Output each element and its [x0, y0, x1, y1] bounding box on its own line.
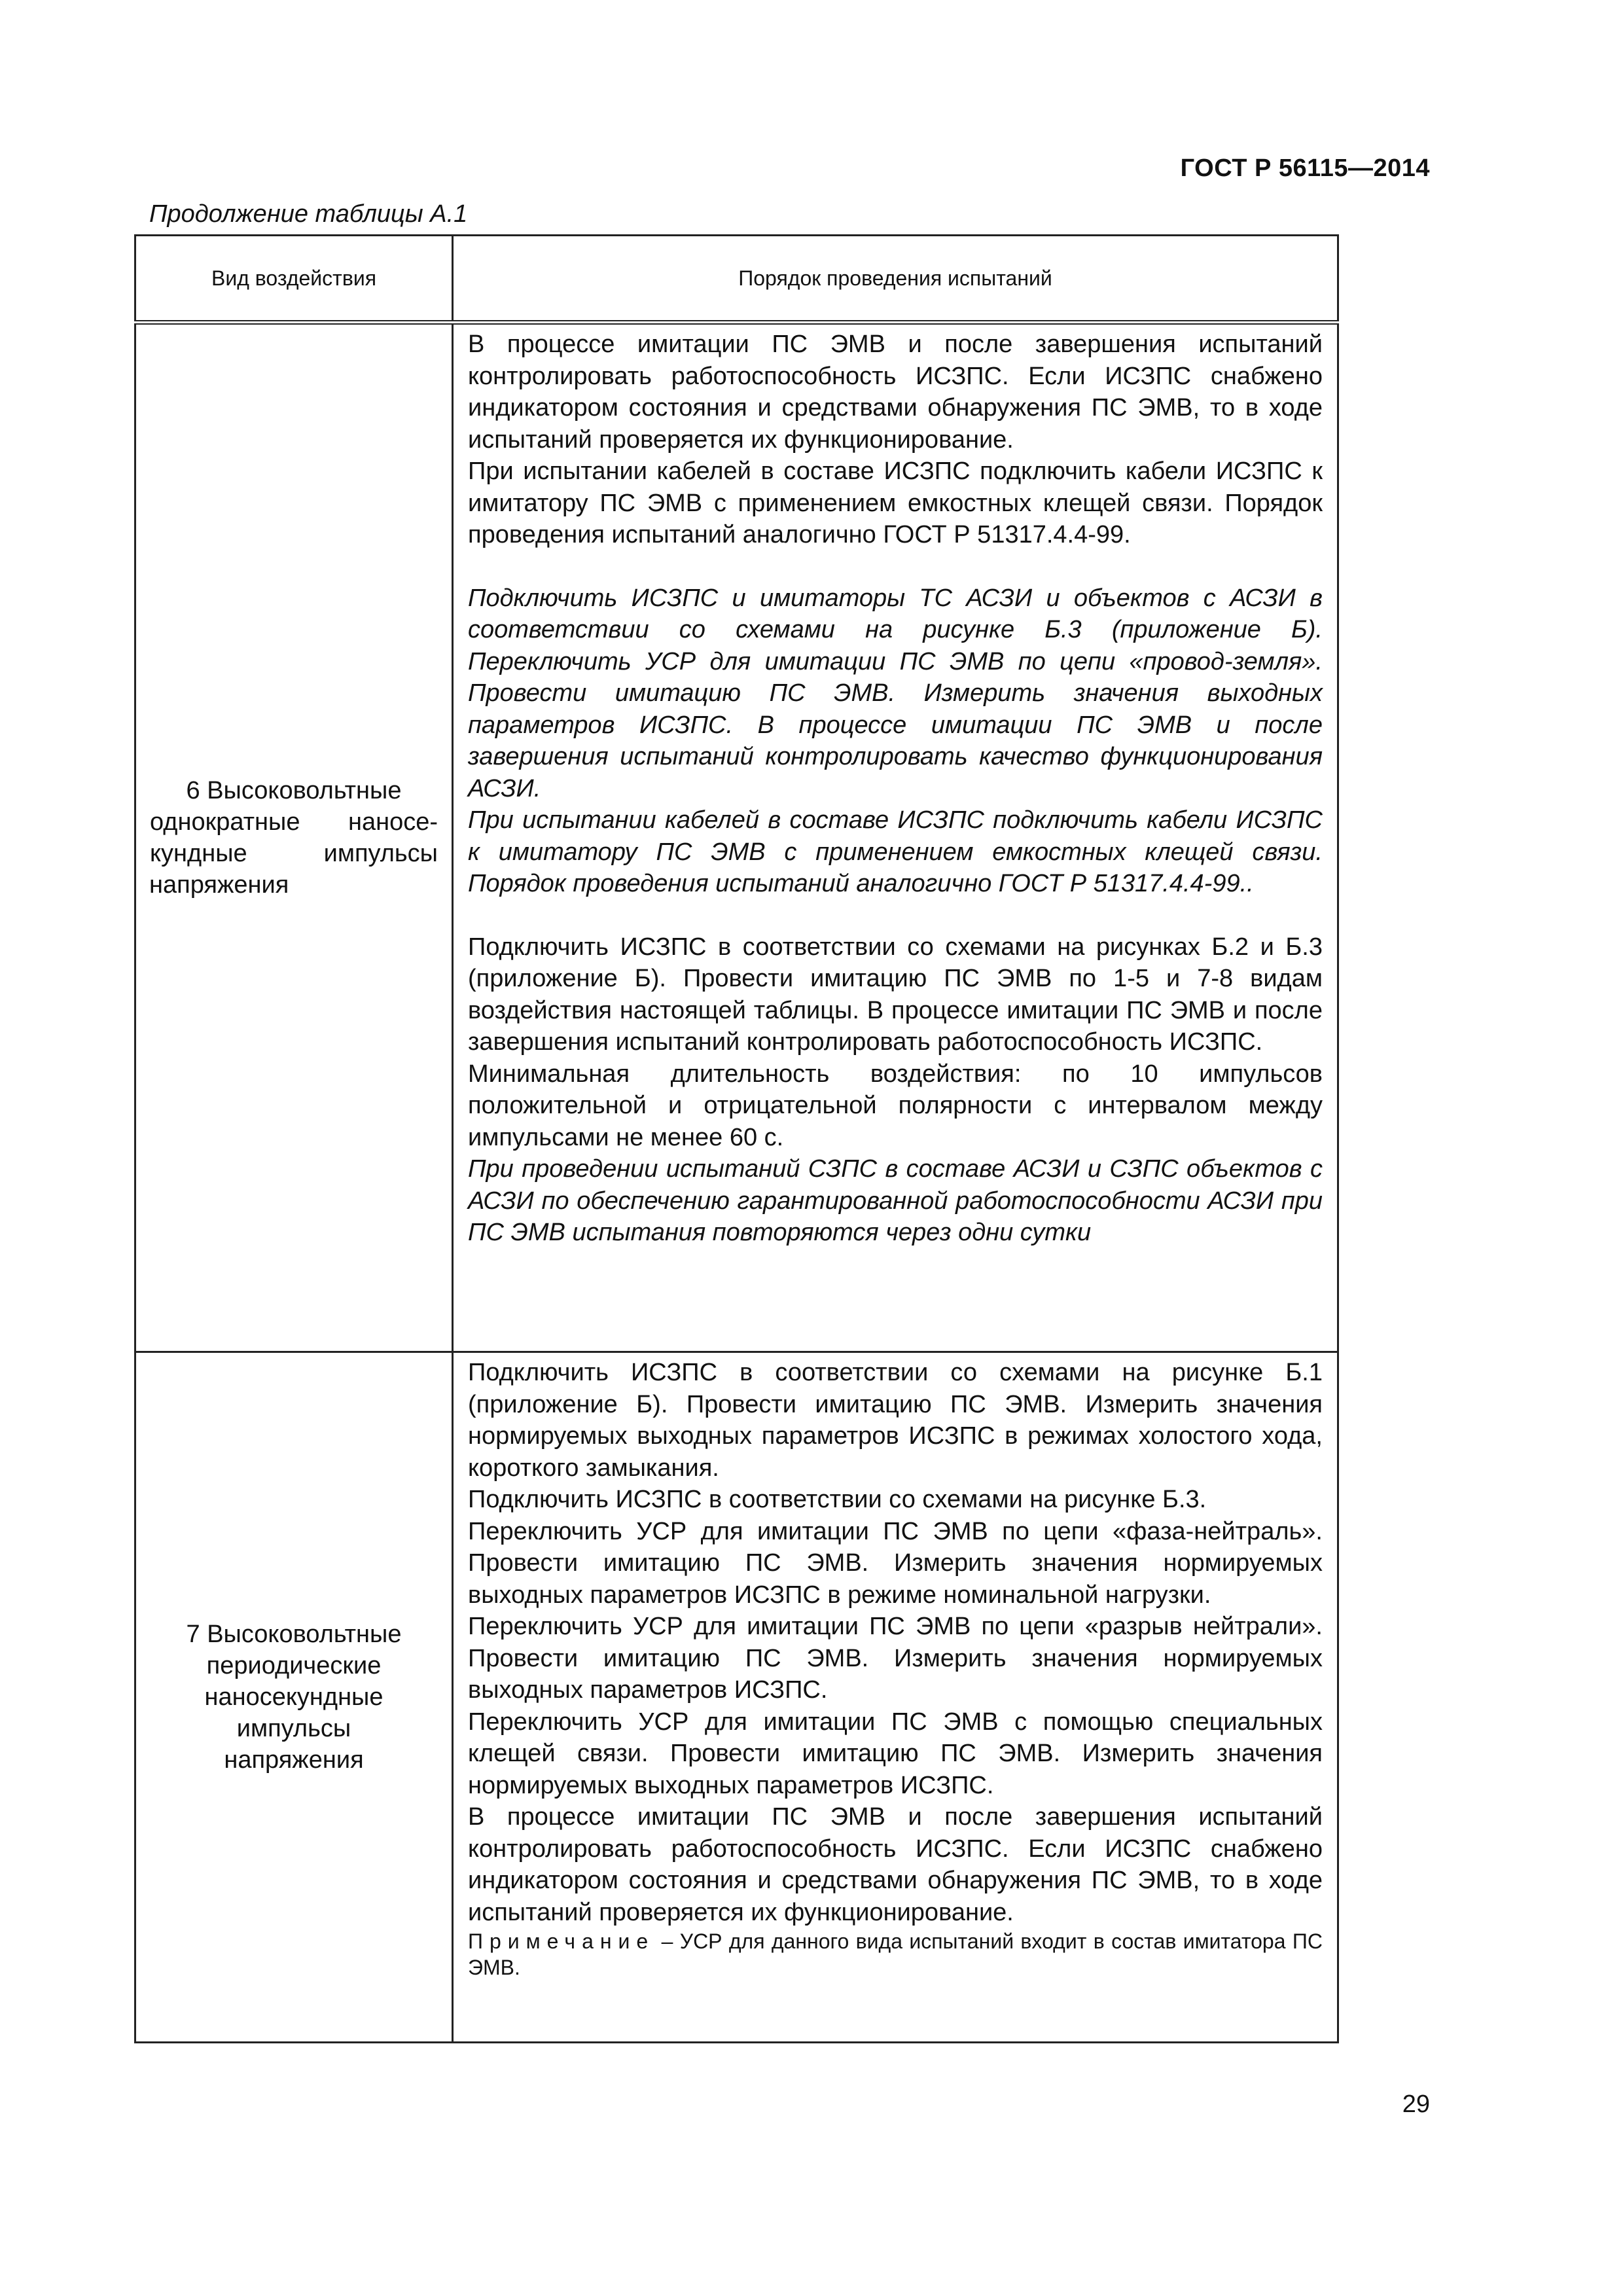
page-number: 29: [1402, 2090, 1430, 2118]
impact-type-line: 6 Высоковольтные: [186, 777, 402, 804]
table-row: [135, 323, 1338, 1352]
impact-type-line: напряжения: [224, 1746, 364, 1774]
impact-type-cell: [135, 323, 453, 1352]
procedure-paragraph: Переключить УСР для имитации ПС ЭМВ с помощью специальных клещей связи. Провести имитацию ПС ЭМВ. Измерить значения нормируемых выходных параметров ИСЗПС.: [468, 1708, 1323, 1799]
table-note: [468, 1928, 1323, 1981]
procedure-paragraph: Подключить ИСЗПС в соответствии со схемами на рисунках Б.2 и Б.3 (приложение Б). Провести имитацию ПС ЭМВ по 1-5 и 7-8 видам воздействия настоящей таблицы. В процессе имитации ПС ЭМВ и после завершения испытаний контролировать работоспособность ИСЗПС.: [468, 933, 1323, 1056]
procedure-paragraph: Минимальная длительность воздействия: по 10 импульсов положительной и отрицательной полярности с интервалом между импульсами не менее 60 с.: [468, 1060, 1323, 1151]
impact-type-line: напряжения: [149, 871, 289, 899]
procedure-paragraph: В процессе имитации ПС ЭМВ и после завершения испытаний контролировать работоспособность ИСЗПС. Если ИСЗПС снабжено индикатором состояния и средствами обнаружения ПС ЭМВ, то в ходе испытаний проверяется их функционирование.: [468, 1803, 1323, 1926]
procedure-paragraph: Подключить ИСЗПС в соответствии со схемами на рисунке Б.3.: [468, 1486, 1207, 1513]
procedure-paragraph: При испытании кабелей в составе ИСЗПС подключить кабели ИСЗПС к имитатору ПС ЭМВ с применением емкостных клещей связи. Порядок проведения испытаний аналогично ГОСТ Р 51317.4.4-99.: [468, 457, 1323, 548]
document-code: ГОСТ Р 56115—2014: [1180, 154, 1430, 182]
impact-type-cell: [135, 1352, 453, 2043]
procedure-paragraph: Подключить ИСЗПС в соответствии со схемами на рисунке Б.1 (приложение Б). Провести имитацию ПС ЭМВ. Измерить значения нормируемых выходных параметров ИСЗПС в режимах холостого хода, короткого замыкания.: [468, 1359, 1323, 1482]
procedure-cell: [453, 1352, 1338, 2043]
procedure-paragraph: В процессе имитации ПС ЭМВ и после завершения испытаний контролировать работоспособность ИСЗПС. Если ИСЗПС снабжено индикатором состояния и средствами обнаружения ПС ЭМВ, то в ходе испытаний проверяется их функционирование.: [468, 331, 1323, 454]
note-text: – УСР для данного вида испытаний входит в состав имитатора ПС ЭМВ.: [468, 1929, 1323, 1979]
note-label: Примечание: [468, 1929, 655, 1953]
table-continuation-title: Продолжение таблицы А.1: [149, 200, 468, 228]
impact-type-line: 7 Высоковольтные: [186, 1621, 402, 1648]
impact-type-line: однократные наносе-: [150, 808, 438, 836]
column-header-test-procedure: Порядок проведения испытаний: [453, 236, 1338, 323]
table-header-row: [135, 236, 1338, 323]
procedure-cell: [453, 323, 1338, 1352]
procedure-paragraph: При проведении испытаний СЗПС в составе АСЗИ и СЗПС объектов с АСЗИ по обеспечению гарантированной работоспособности АСЗИ при ПС ЭМВ испытания повторяются через одни сутки: [468, 1155, 1323, 1246]
procedure-paragraph: Подключить ИСЗПС и имитаторы ТС АСЗИ и объектов с АСЗИ в соответствии со схемами на рисунке Б.3 (приложение Б). Переключить УСР для имитации ПС ЭМВ по цепи «провод-земля». Провести имитацию ПС ЭМВ. Измерить значения выходных параметров ИСЗПС. В процессе имитации ПС ЭМВ и после завершения испытаний контролировать качество функционирования АСЗИ.: [468, 584, 1323, 802]
impact-type-line: кундные импульсы: [150, 840, 438, 867]
impact-type-line: наносекундные: [204, 1683, 383, 1711]
impact-type-line: периодические: [206, 1652, 382, 1679]
requirements-table: [134, 234, 1339, 2043]
impact-type-line: импульсы: [236, 1715, 351, 1742]
procedure-paragraph: Переключить УСР для имитации ПС ЭМВ по цепи «фаза-нейтраль». Провести имитацию ПС ЭМВ. Измерить значения нормируемых выходных параметров ИСЗПС в режиме номинальной нагрузки.: [468, 1517, 1323, 1609]
procedure-paragraph: При испытании кабелей в составе ИСЗПС подключить кабели ИСЗПС к имитатору ПС ЭМВ с применением емкостных клещей связи. Порядок проведения испытаний аналогично ГОСТ Р 51317.4.4-99..: [468, 806, 1323, 897]
table-row: [135, 1352, 1338, 2043]
procedure-paragraph: Переключить УСР для имитации ПС ЭМВ по цепи «разрыв нейтрали». Провести имитацию ПС ЭМВ. Измерить значения нормируемых выходных параметров ИСЗПС.: [468, 1613, 1323, 1704]
column-header-impact-type: Вид воздействия: [135, 236, 453, 323]
